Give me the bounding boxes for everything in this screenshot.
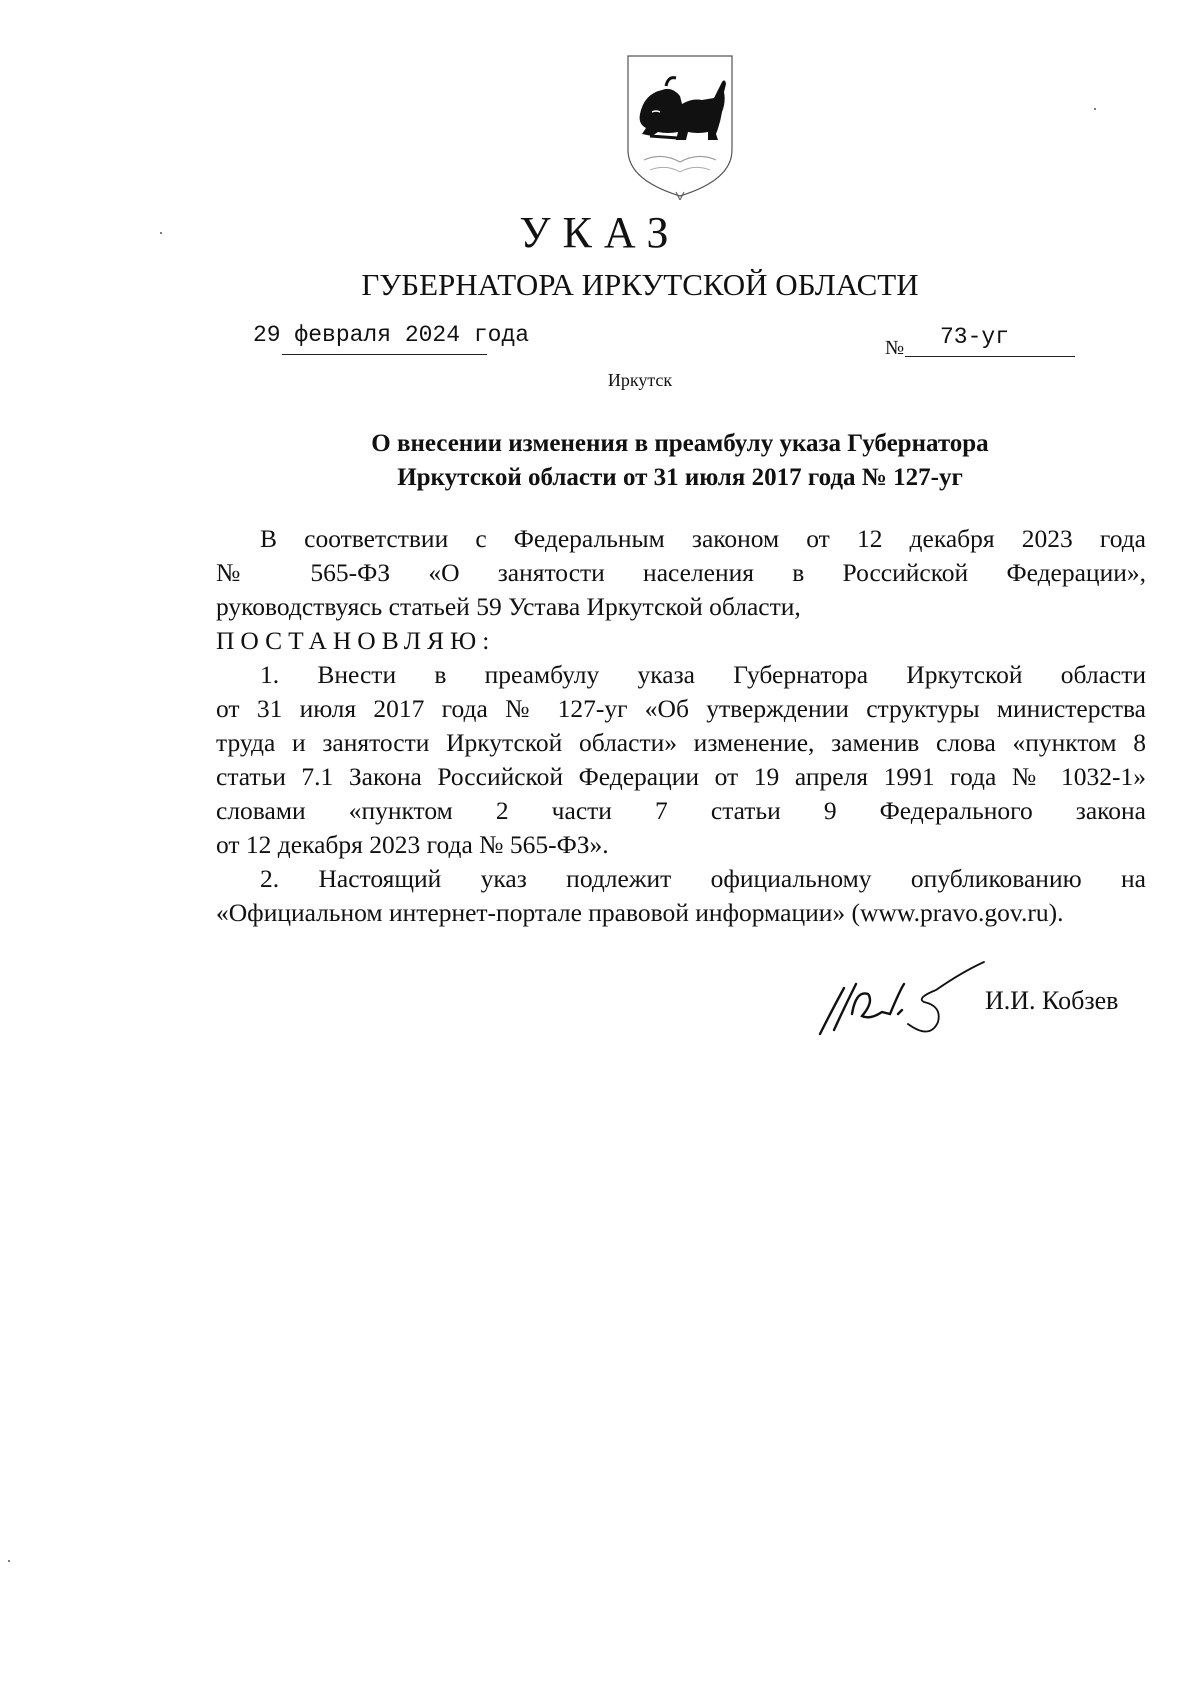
- paragraph-line: № 565-ФЗ «О занятости населения в Российской Федерации»,: [216, 558, 1146, 587]
- item1-line: труда и занятости Иркутской области» изменение, заменив слова «пунктом 8: [216, 728, 1146, 757]
- item2-line: 2. Настоящий указ подлежит официальному опубликованию на: [260, 864, 1146, 893]
- number-sign: №: [885, 337, 905, 359]
- document-heading: [270, 427, 1090, 495]
- paragraph-line: руководствуясь статьей 59 Устава Иркутской области,: [216, 592, 801, 621]
- item1-line: от 31 июля 2017 года № 127-уг «Об утверждении структуры министерства: [216, 694, 1146, 723]
- scan-speck: [8, 1560, 10, 1562]
- document-subtitle: ГУБЕРНАТОРА ИРКУТСКОЙ ОБЛАСТИ: [361, 267, 919, 302]
- document-date: 29 февраля 2024 года: [253, 322, 530, 348]
- document-title: УКАЗ: [519, 208, 681, 257]
- item1-line: словами «пунктом 2 части 7 статьи 9 Федерального закона: [216, 796, 1146, 825]
- paragraph-line: В соответствии с Федеральным законом от 12 декабря 2023 года: [260, 524, 1146, 553]
- item2-line: «Официальном интернет-портале правовой информации» (www.pravo.gov.ru).: [216, 898, 1064, 927]
- scan-speck: [160, 232, 162, 234]
- document-body: [216, 522, 1146, 930]
- handwritten-signature: [812, 950, 992, 1040]
- heading-line: О внесении изменения в преамбулу указа Губернатора: [371, 430, 989, 457]
- number-underline: [905, 356, 1075, 357]
- signer-name: И.И. Кобзев: [985, 986, 1119, 1015]
- date-underline: [282, 354, 487, 355]
- item1-line: статьи 7.1 Закона Российской Федерации от 19 апреля 1991 года № 1032-1»: [216, 762, 1146, 791]
- heading-line: Иркутской области от 31 июля 2017 года № 127-уг: [397, 464, 963, 491]
- item1-line: от 12 декабря 2023 года № 565-ФЗ».: [216, 830, 609, 859]
- scan-speck: [1094, 108, 1096, 110]
- item1-line: 1. Внести в преамбулу указа Губернатора Иркутской области: [260, 660, 1146, 689]
- coat-of-arms-icon: [622, 52, 738, 200]
- document-city: Иркутск: [607, 370, 673, 390]
- document-number: 73-уг: [940, 324, 1010, 350]
- decree-word: ПОСТАНОВЛЯЮ:: [216, 626, 496, 655]
